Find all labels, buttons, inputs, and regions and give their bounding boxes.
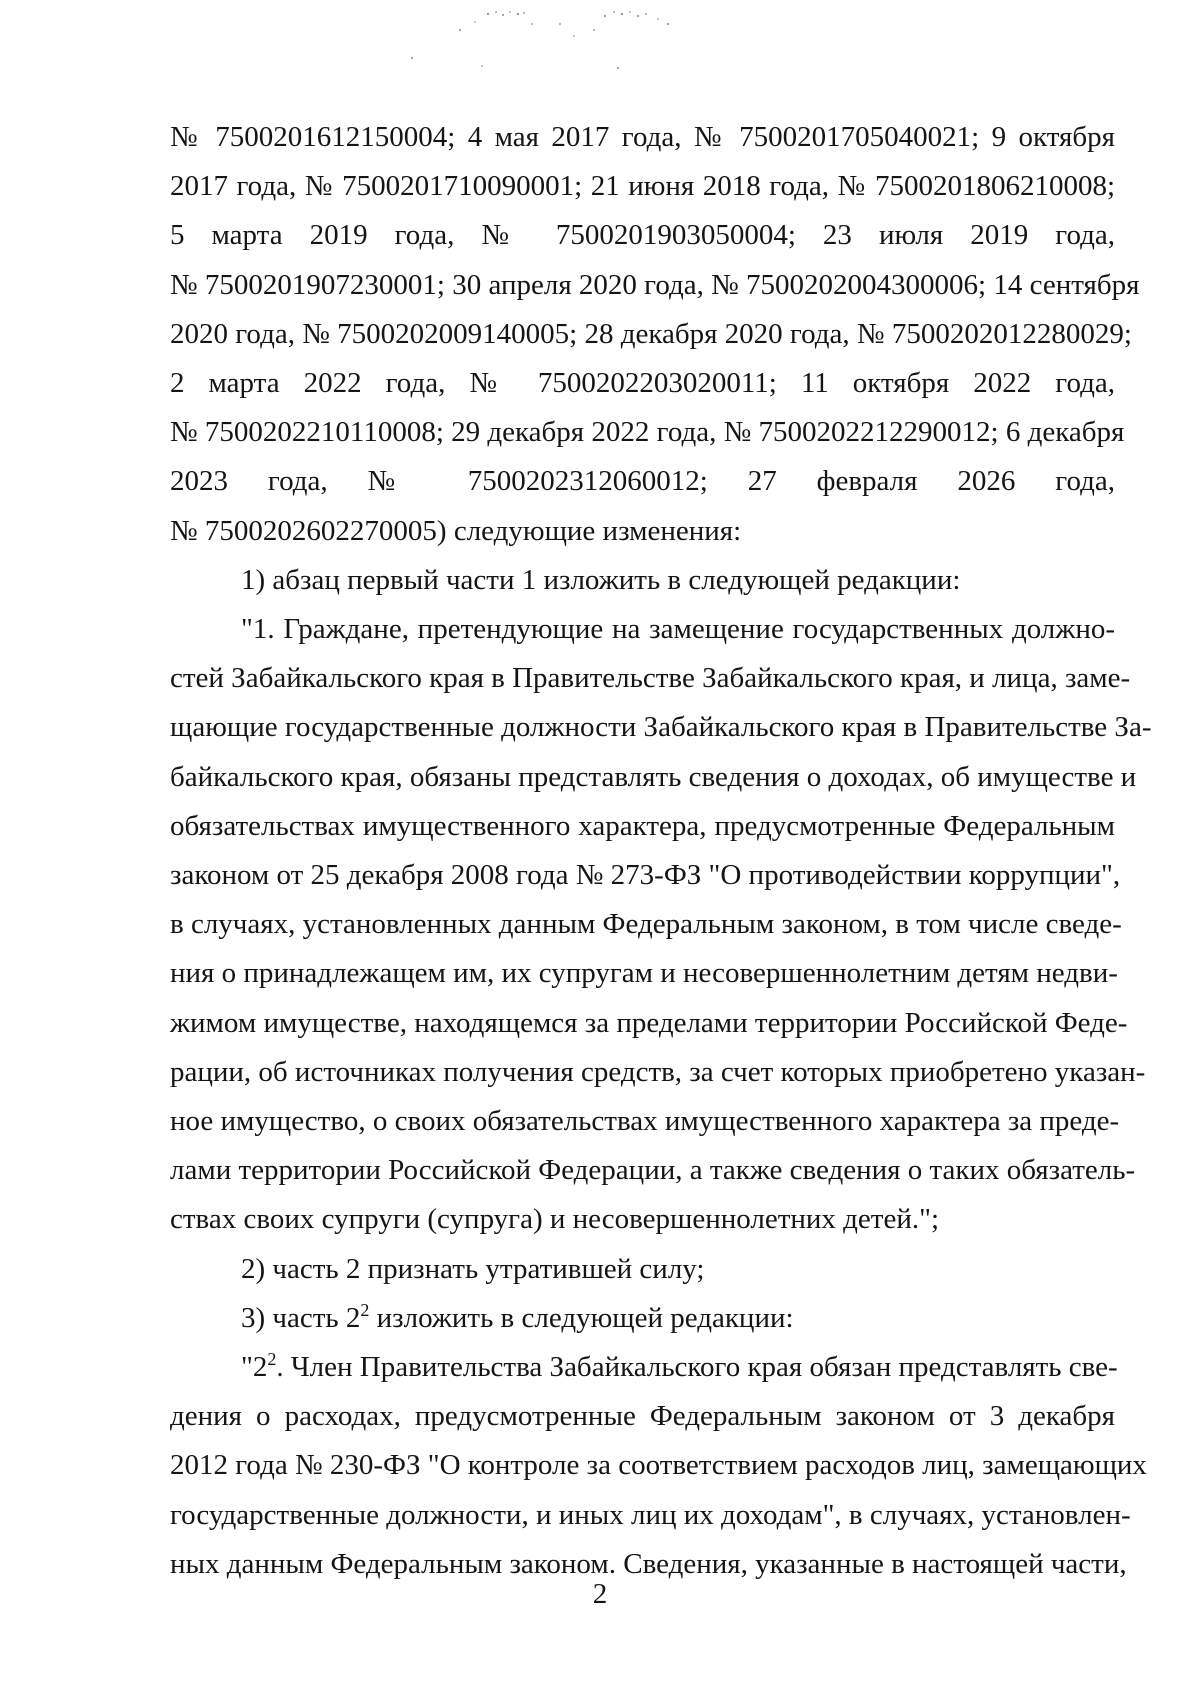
page-number: 2 (592, 1578, 608, 1610)
text-line (170, 1294, 1115, 1343)
text-line: рации, об источниках получения средств, за счет которых приобретено указан- (170, 1055, 1146, 1088)
scan-noise (400, 0, 760, 80)
text-line: щающие государственные должности Забайкальского края в Правительстве За- (170, 711, 1152, 744)
text-line: 2 марта 2022 года, № 7500202203020011; 11 октября 2022 года, (170, 367, 1115, 400)
text-line: ния о принадлежащем им, их супругам и несовершеннолетним детям недви- (170, 957, 1118, 990)
text-line: ных данным Федеральным законом. Сведения, указанные в настоящей части, (170, 1547, 1127, 1580)
text-line: 2012 года № 230-ФЗ "О контроле за соответствием расходов лиц, замещающих (170, 1449, 1147, 1482)
text-line: 2020 года, № 7500202009140005; 28 декабря 2020 года, № 7500202012280029; (170, 317, 1132, 350)
text-fragment: 3) часть 2 (241, 1301, 361, 1334)
text-line: № 7500201612150004; 4 мая 2017 года, № 7500201705040021; 9 октября (170, 121, 1115, 153)
text-line: 2023 года, № 7500202312060012; 27 февраля 2026 года, (170, 465, 1115, 498)
text-line: стей Забайкальского края в Правительстве Забайкальского края, и лица, заме- (170, 662, 1131, 695)
text-fragment: . Член Правительства Забайкальского края обязан представлять све- (276, 1351, 1118, 1384)
text-line: государственные должности, и иных лиц их доходам", в случаях, установлен- (170, 1498, 1131, 1531)
text-fragment: изложить в следующей редакции: (369, 1301, 794, 1334)
text-line: ствах своих супруги (супруга) и несовершеннолетних детей."; (170, 1203, 940, 1236)
text-line: 5 марта 2019 года, № 7500201903050004; 23 июля 2019 года, (170, 219, 1115, 252)
text-line: "1. Граждане, претендующие на замещение государственных должно- (241, 613, 1115, 646)
text-line: ное имущество, о своих обязательствах имущественного характера за преде- (170, 1105, 1120, 1138)
text-line: лами территории Российской Федерации, а также сведения о таких обязатель- (170, 1154, 1136, 1187)
text-line: обязательствах имущественного характера, предусмотренные Федеральным (170, 809, 1115, 842)
text-line: № 7500202210110008; 29 декабря 2022 года, № 7500202212290012; 6 декабря (170, 416, 1125, 449)
superscript: 2 (360, 1299, 370, 1320)
superscript: 2 (267, 1348, 277, 1369)
text-line: № 7500201907230001; 30 апреля 2020 года, № 7500202004300006; 14 сентября (170, 268, 1140, 301)
text-line: байкальского края, обязаны представлять сведения о доходах, об имуществе и (170, 760, 1137, 793)
text-line: 2017 года, № 7500201710090001; 21 июня 2018 года, № 7500201806210008; (170, 170, 1115, 203)
text-line: дения о расходах, предусмотренные Федеральным законом от 3 декабря (170, 1400, 1115, 1433)
text-line (170, 1343, 1118, 1392)
text-line: жимом имуществе, находящемся за пределами территории Российской Феде- (170, 1006, 1128, 1039)
text-line: 2) часть 2 признать утратившей силу; (241, 1252, 705, 1285)
text-line: 1) абзац первый части 1 изложить в следующей редакции: (241, 563, 961, 596)
text-line: законом от 25 декабря 2008 года № 273-ФЗ "О противодействии коррупции", (170, 859, 1121, 892)
text-line: № 7500202602270005) следующие изменения: (170, 514, 742, 547)
text-line: в случаях, установленных данным Федеральным законом, в том числе сведе- (170, 908, 1122, 941)
text-fragment: "2 (241, 1351, 268, 1384)
document-body (170, 113, 1152, 1589)
